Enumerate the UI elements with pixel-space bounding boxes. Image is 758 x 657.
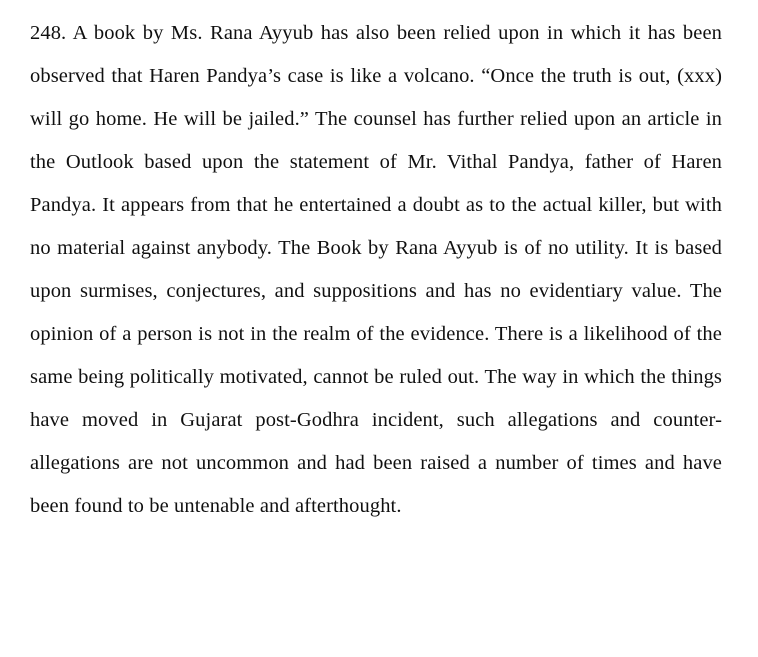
paragraph-248: 248. A book by Ms. Rana Ayyub has also been relied upon in which it has been observed that Haren Pandya’s case is like a volcano. “Once the truth is out, (xxx) will go home. He will be jailed.” The counsel has further relied upon an article in the Outlook based upon the statement of Mr. Vithal Pandya, father of Haren Pandya. It appears from that he entertained a doubt as to the actual killer, but with no material against anybody. The Book by Rana Ayyub is of no utility. It is based upon surmises, conjectures, and suppositions and has no evidentiary value. The opinion of a person is not in the realm of the evidence. There is a likelihood of the same being politically motivated, cannot be ruled out. The way in which the things have moved in Gujarat post-Godhra incident, such allegations and counter-allegations are not uncommon and had been raised a number of times and have been found to be untenable and afterthought.: [30, 22, 722, 517]
